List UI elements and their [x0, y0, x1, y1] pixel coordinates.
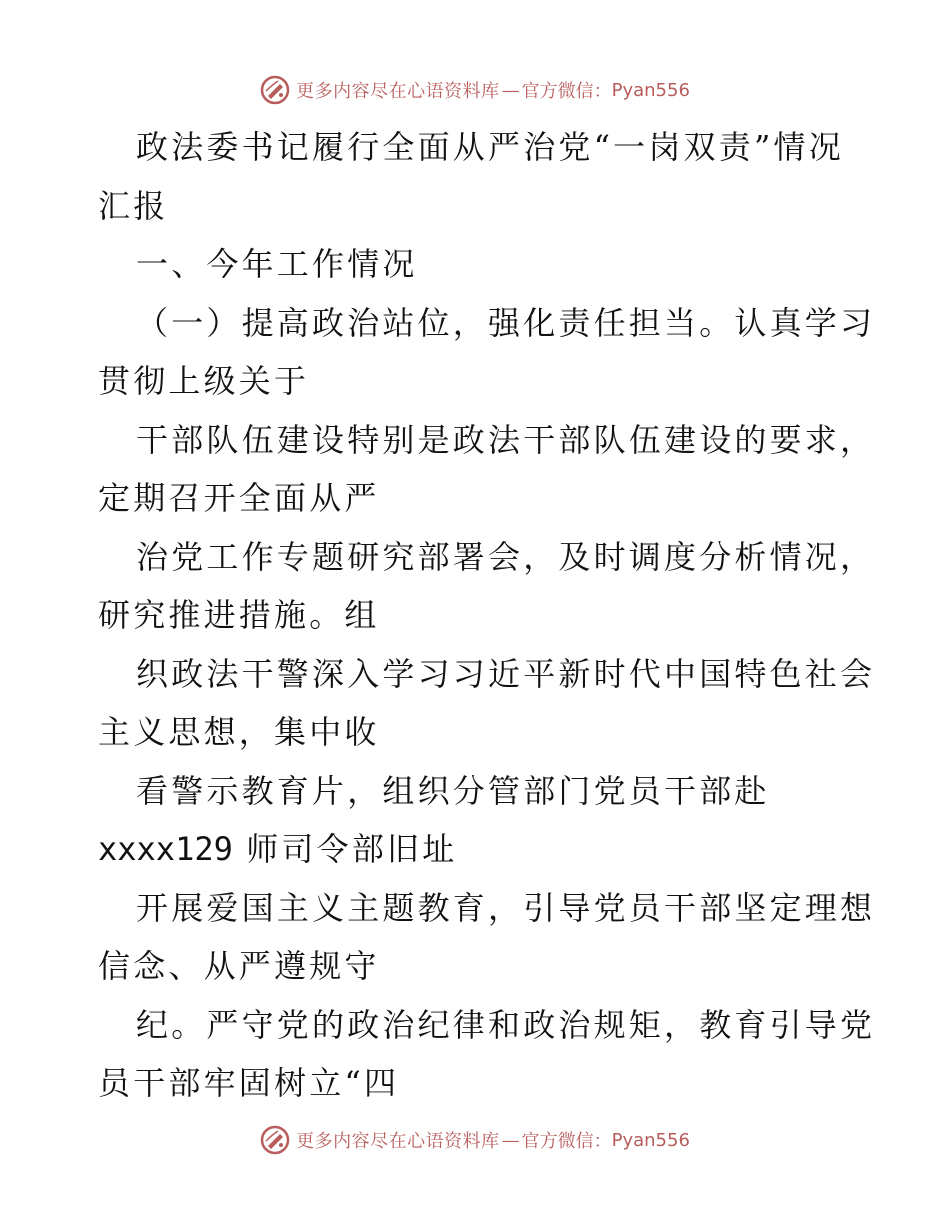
watermark-title: 更多内容尽在心语资料库 — [296, 1131, 500, 1152]
paragraph-line: 看警示教育片，组织分管部门党员干部赴 — [136, 771, 770, 810]
header-watermark — [0, 70, 950, 110]
place-name: 师司令部旧址 — [246, 830, 458, 868]
paragraph-line: 员干部牢固树立“四 — [98, 1064, 400, 1102]
document-title-line-2: 汇报 — [98, 186, 169, 225]
watermark-wechat-id: Pyan556 — [611, 79, 690, 101]
watermark-title: 更多内容尽在心语资料库 — [296, 81, 500, 102]
watermark-wechat-label: 官方微信： — [521, 81, 612, 102]
pen-seal-icon — [260, 1125, 290, 1155]
paragraph-line: 主义思想，集中收 — [98, 713, 380, 751]
watermark-separator: — — [501, 1129, 520, 1151]
watermark-wechat-id: Pyan556 — [611, 1129, 690, 1151]
paragraph-line-mixed — [98, 820, 858, 879]
watermark-separator: — — [501, 79, 520, 101]
paragraph-line: 定期召开全面从严 — [98, 479, 380, 517]
pen-seal-icon — [260, 75, 290, 105]
paragraph-line: 研究推进措施。组 — [98, 596, 380, 634]
code-number: xxxx129 — [98, 830, 233, 868]
footer-watermark — [0, 1120, 950, 1160]
paragraph-line: 干部队伍建设特别是政法干部队伍建设的要求， — [136, 420, 876, 459]
paragraph-line: 治党工作专题研究部署会，及时调度分析情况， — [136, 537, 876, 576]
document-body — [98, 118, 876, 1113]
paragraph-line: 开展爱国主义主题教育，引导党员干部坚定理想 — [136, 888, 876, 927]
paragraph-line: 贯彻上级关于 — [98, 362, 310, 400]
paragraph-line: 信念、从严遵规守 — [98, 947, 380, 985]
paragraph-line: （一）提高政治站位，强化责任担当。认真学习 — [136, 303, 876, 342]
watermark-wechat-label: 官方微信： — [521, 1131, 612, 1152]
paragraph-line: 织政法干警深入学习习近平新时代中国特色社会 — [136, 654, 876, 693]
paragraph-line: 纪。严守党的政治纪律和政治规矩，教育引导党 — [136, 1005, 876, 1044]
section-heading: 一、今年工作情况 — [136, 245, 418, 283]
document-title-line-1: 政法委书记履行全面从严治党“一岗双责”情况 — [136, 128, 844, 166]
